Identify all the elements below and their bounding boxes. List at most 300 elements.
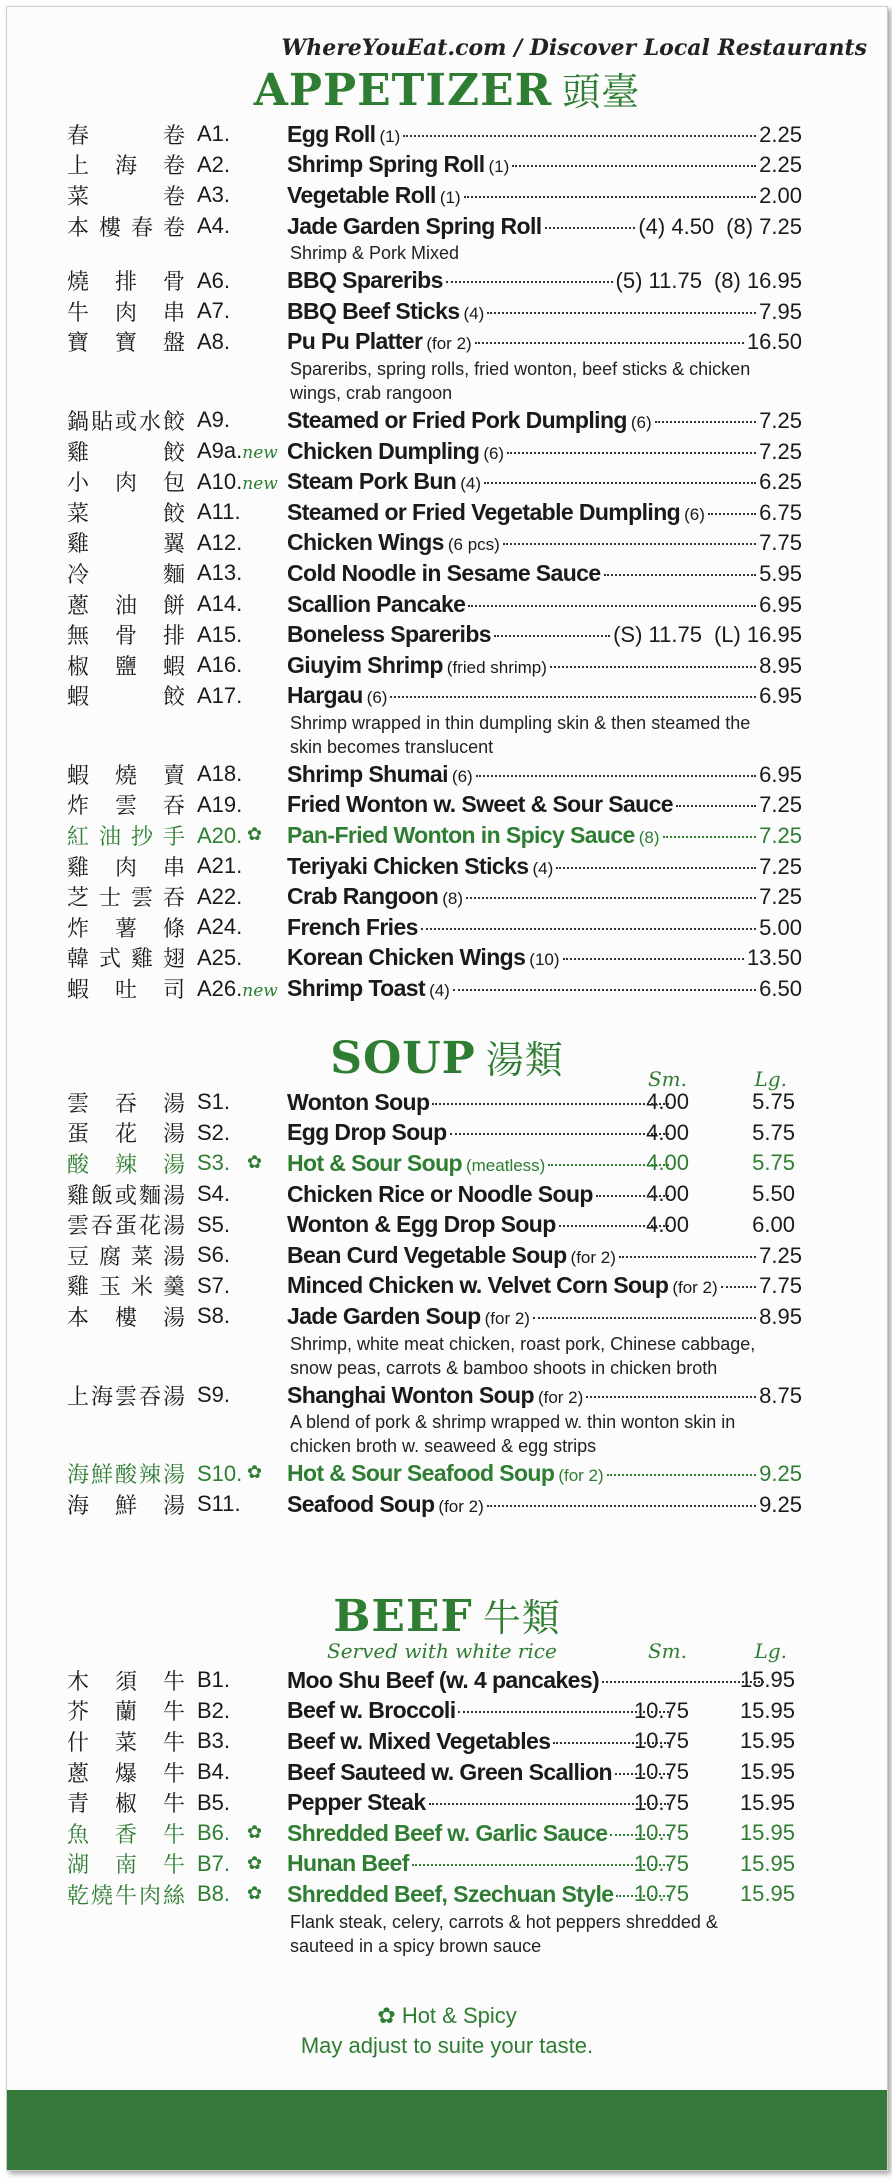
dot-leader (548, 1164, 669, 1166)
item-price: 7.25 (759, 884, 802, 910)
item-chinese-name: 椒鹽蝦 (67, 654, 185, 680)
item-code (197, 976, 278, 1002)
item-code (197, 182, 230, 208)
item-qty: (6 pcs) (447, 535, 500, 555)
item-code-text: S9. (197, 1382, 231, 1408)
item-line (287, 1303, 802, 1330)
menu-item-row[interactable] (7, 211, 887, 242)
menu-item-row[interactable] (7, 1787, 887, 1818)
item-code-text: S4. (197, 1181, 231, 1207)
item-price: 7.25 (759, 853, 802, 879)
item-price: 13.50 (746, 945, 802, 971)
item-name: Beef w. Mixed Vegetables (287, 1727, 551, 1754)
item-price: 6.95 (759, 591, 802, 617)
item-code-text: B8. (197, 1881, 231, 1907)
item-qty: (for 2) (570, 1247, 616, 1267)
item-line (287, 407, 802, 434)
beef-column-header (7, 1639, 887, 1665)
dot-leader (432, 1103, 669, 1105)
item-code (197, 329, 230, 355)
item-price: 7.25 (759, 1242, 802, 1268)
dot-leader (403, 135, 756, 137)
bottom-green-bar (7, 2090, 887, 2170)
dot-leader (458, 1711, 669, 1713)
menu-item-row[interactable] (7, 466, 887, 497)
item-chinese-name: 木須牛 (67, 1669, 185, 1695)
item-name: Egg Drop Soup (287, 1119, 447, 1146)
item-chinese-name: 蝦吐司 (67, 978, 185, 1004)
soup-section (7, 1033, 887, 1520)
menu-item-row[interactable] (7, 296, 887, 327)
item-code (197, 1150, 230, 1176)
item-code (197, 792, 242, 818)
item-price-small: 10.75 (633, 1850, 689, 1876)
item-code (197, 1667, 230, 1693)
item-qty: (8) (638, 828, 660, 848)
dot-leader (586, 1396, 756, 1398)
item-name: Wonton & Egg Drop Soup (287, 1211, 556, 1238)
item-price: 5.95 (759, 560, 802, 586)
item-name: Korean Chicken Wings (287, 944, 526, 971)
item-line (287, 621, 802, 648)
item-price-large: 15.95 (739, 1881, 795, 1907)
item-line (287, 1789, 672, 1816)
soup-sm-label: Sm. (647, 1067, 687, 1091)
menu-item-row[interactable] (7, 912, 887, 943)
item-name: Seafood Soup (287, 1490, 435, 1517)
item-code (197, 1491, 241, 1517)
menu-item-row[interactable] (7, 1818, 887, 1849)
item-price: 6.50 (759, 976, 802, 1002)
item-description: Shrimp wrapped in thin dumpling skin & then steamed the skin becomes translucent (290, 713, 751, 758)
dot-leader (503, 543, 756, 545)
new-badge: new (242, 473, 278, 494)
item-code-text: A26. (197, 975, 243, 1001)
menu-item-row[interactable] (7, 1696, 887, 1727)
item-code-text: A19. (197, 791, 243, 817)
item-line (287, 914, 802, 941)
item-name: Bean Curd Vegetable Soup (287, 1241, 567, 1268)
menu-item-row[interactable] (7, 180, 887, 211)
item-qty: (for 2) (672, 1278, 718, 1298)
item-chinese-name: 雞玉米羹 (67, 1275, 185, 1301)
item-name: Fried Wonton w. Sweet & Sour Sauce (287, 791, 673, 818)
menu-item-row[interactable] (7, 1726, 887, 1757)
dot-leader (615, 1773, 669, 1775)
item-chinese-name: 蝦燒賣 (67, 763, 185, 789)
item-code (197, 652, 242, 678)
dot-leader (512, 165, 756, 167)
item-chinese-name: 湖南牛 (67, 1853, 185, 1879)
item-code-text: A18. (197, 761, 243, 787)
chili-pepper-icon: ✿ (247, 824, 263, 845)
item-line (287, 1667, 767, 1694)
item-name: French Fries (287, 913, 418, 940)
menu-item-row[interactable] (7, 1087, 887, 1118)
item-code-text: A2. (197, 151, 231, 177)
item-qty: (1) (379, 126, 401, 146)
item-price-large: 5.75 (752, 1119, 795, 1145)
chili-pepper-icon: ✿ (247, 1852, 263, 1873)
menu-item-row[interactable] (7, 497, 887, 528)
spicy-legend-text: Hot & Spicy (401, 2003, 517, 2028)
item-code-text: S11. (197, 1491, 241, 1517)
item-name: Teriyaki Chicken Sticks (287, 852, 529, 879)
item-line (287, 1272, 802, 1299)
item-code-text: B5. (197, 1789, 231, 1815)
item-name: Chicken Wings (287, 529, 444, 556)
item-line (287, 1382, 802, 1409)
item-price: 6.95 (759, 761, 802, 787)
menu-item-row[interactable] (7, 881, 887, 912)
item-qty: (fried shrimp) (446, 657, 547, 677)
beef-title (7, 1591, 887, 1642)
item-code-text: A8. (197, 328, 231, 354)
item-code-text: A3. (197, 182, 231, 208)
item-line (287, 761, 802, 788)
item-qty: (8) (442, 889, 464, 909)
item-price: 7.75 (759, 1273, 802, 1299)
item-code-text: S3. (197, 1150, 231, 1176)
dot-leader (610, 1834, 669, 1836)
item-name: Beef w. Broccoli (287, 1697, 456, 1724)
item-code-text: A15. (197, 621, 243, 647)
item-code (197, 1759, 230, 1785)
item-name: Vegetable Roll (287, 181, 436, 208)
beef-lg-label: Lg. (754, 1639, 787, 1663)
item-name: Steam Pork Bun (287, 468, 457, 495)
menu-item-row[interactable] (7, 1240, 887, 1271)
item-chinese-name: 雞肉串 (67, 855, 185, 881)
item-line (287, 529, 802, 556)
item-line (287, 1211, 672, 1238)
item-description: Shrimp, white meat chicken, roast pork, Chinese cabbage, snow peas, carrots & bamboo shoots in chicken broth (290, 1333, 756, 1378)
item-price-large: 15.95 (739, 1850, 795, 1876)
dot-leader (559, 1225, 669, 1227)
item-price-large: 5.75 (752, 1150, 795, 1176)
item-code (197, 1851, 230, 1877)
dot-leader (390, 696, 756, 698)
item-name: Hunan Beef (287, 1850, 409, 1877)
item-code-text: A9. (197, 407, 231, 433)
item-qty: (for 2) (537, 1387, 584, 1407)
item-code-text: A7. (197, 298, 231, 324)
dot-leader (616, 1895, 669, 1897)
item-price: (5) 11.75 (615, 268, 702, 294)
dot-leader (507, 452, 756, 454)
chili-pepper-icon: ✿ (247, 1462, 263, 1483)
item-price-small: 10.75 (633, 1789, 689, 1815)
item-price: 2.00 (759, 182, 802, 208)
item-code-text: B2. (197, 1697, 231, 1723)
item-line (287, 791, 802, 818)
item-code-text: S6. (197, 1242, 231, 1268)
soup-title-en: SOUP (330, 1033, 476, 1084)
item-code (197, 1181, 230, 1207)
item-name: Shredded Beef w. Garlic Sauce (287, 1819, 608, 1846)
dot-leader (556, 867, 756, 869)
item-line (287, 121, 802, 148)
adjust-note: May adjust to suite your taste. (300, 2033, 594, 2058)
menu-page (6, 6, 888, 2171)
item-line (287, 652, 802, 679)
item-chinese-name: 寶寶盤 (67, 331, 185, 357)
item-chinese-name: 牛肉串 (67, 300, 185, 326)
item-code-text: A13. (197, 560, 243, 586)
item-code (197, 438, 278, 464)
item-code-text: A16. (197, 652, 243, 678)
item-line (287, 151, 802, 178)
item-code (197, 945, 242, 971)
menu-item-row[interactable] (7, 790, 887, 821)
item-code (197, 1120, 230, 1146)
dot-leader (494, 635, 610, 637)
item-qty: (6) (684, 504, 705, 524)
item-line (287, 499, 802, 526)
item-code-text: B4. (197, 1759, 231, 1785)
menu-item-row[interactable] (7, 327, 887, 358)
menu-item-row[interactable] (7, 405, 887, 436)
item-chinese-name: 炸薯條 (67, 916, 185, 942)
item-name: Shredded Beef, Szechuan Style (287, 1880, 614, 1907)
menu-item-row[interactable] (7, 943, 887, 974)
item-line (287, 1150, 672, 1177)
spicy-legend (7, 2001, 887, 2031)
item-chinese-name: 菜餃 (67, 501, 185, 527)
item-code (197, 622, 242, 648)
dot-leader (464, 196, 757, 198)
item-price-large: 6.00 (752, 1211, 795, 1237)
item-chinese-name: 雲吞蛋花湯 (67, 1214, 185, 1240)
item-price: 7.25 (759, 438, 802, 464)
item-price-small: 10.75 (633, 1820, 689, 1846)
menu-item-row[interactable] (7, 1148, 887, 1179)
menu-item-row[interactable] (7, 589, 887, 620)
item-code-text: A20. (197, 822, 243, 848)
item-line (287, 1089, 672, 1116)
menu-item-row[interactable] (7, 1380, 887, 1411)
item-price-small: 4.00 (646, 1089, 689, 1115)
item-price: 7.95 (759, 298, 802, 324)
menu-item-row[interactable] (7, 619, 887, 650)
item-code-text: A10. (197, 468, 243, 494)
item-name: Beef Sauteed w. Green Scallion (287, 1758, 612, 1785)
menu-item-row[interactable] (7, 759, 887, 790)
item-code (197, 1881, 230, 1907)
menu-item-row[interactable] (7, 1879, 887, 1910)
dot-leader (676, 805, 756, 807)
item-price: 5.00 (759, 914, 802, 940)
menu-item-row[interactable] (7, 150, 887, 181)
menu-item-row[interactable] (7, 1179, 887, 1210)
item-line (287, 213, 802, 240)
menu-item-row[interactable] (7, 1849, 887, 1880)
item-code (197, 591, 242, 617)
item-price-large: 15.95 (739, 1789, 795, 1815)
item-name: Shrimp Shumai (287, 760, 448, 787)
item-name: Hargau (287, 682, 363, 709)
item-chinese-name: 無骨排 (67, 624, 185, 650)
menu-item-row[interactable] (7, 820, 887, 851)
item-code-text: S1. (197, 1089, 231, 1115)
item-code (197, 1461, 242, 1487)
dot-leader (487, 312, 756, 314)
item-chinese-name: 菜卷 (67, 184, 185, 210)
item-line (287, 1850, 672, 1877)
item-line (287, 438, 802, 465)
menu-item-row[interactable] (7, 119, 887, 150)
item-price: (4) 4.50 (638, 213, 715, 239)
item-chinese-name: 春卷 (67, 123, 185, 149)
beef-list (7, 1665, 887, 1958)
appetizer-list (7, 119, 887, 1004)
menu-item-row[interactable] (7, 1458, 887, 1489)
menu-item-row[interactable] (7, 1271, 887, 1302)
menu-item-row[interactable] (7, 681, 887, 712)
item-chinese-name: 芝士雲吞 (67, 886, 185, 912)
item-name: Shanghai Wonton Soup (287, 1381, 534, 1408)
item-line (287, 560, 802, 587)
menu-item-row[interactable] (7, 1489, 887, 1520)
item-chinese-name: 本樓湯 (67, 1305, 185, 1331)
item-price: 9.25 (759, 1461, 802, 1487)
item-price: (S) 11.75 (613, 622, 702, 648)
item-line (287, 1242, 802, 1269)
item-code-text: A6. (197, 267, 231, 293)
appetizer-section (7, 61, 887, 1004)
item-chinese-name: 蛋花湯 (67, 1122, 185, 1148)
menu-item-row[interactable] (7, 558, 887, 589)
item-code (197, 469, 278, 495)
item-name: Jade Garden Spring Roll (287, 212, 542, 239)
item-name: Pepper Steak (287, 1789, 426, 1816)
item-line (287, 1759, 672, 1786)
item-code-text: B1. (197, 1667, 231, 1693)
item-code (197, 499, 241, 525)
item-price: 2.25 (759, 152, 802, 178)
item-price: 7.25 (759, 407, 802, 433)
menu-item-row[interactable] (7, 1757, 887, 1788)
dot-leader (533, 1317, 756, 1319)
item-code (197, 152, 230, 178)
item-chinese-name: 鍋貼或水餃 (67, 409, 185, 435)
item-code-text: A25. (197, 944, 243, 970)
soup-lg-label: Lg. (754, 1067, 787, 1091)
item-line (287, 1728, 672, 1755)
item-code (197, 213, 230, 239)
item-code-text: S5. (197, 1211, 231, 1237)
item-code (197, 530, 242, 556)
beef-section (7, 1591, 887, 1958)
menu-item-row[interactable] (7, 436, 887, 467)
item-qty: (6) (630, 412, 652, 432)
item-chinese-name: 蝦餃 (67, 685, 185, 711)
item-price-small: 4.00 (646, 1150, 689, 1176)
item-name: Scallion Pancake (287, 590, 466, 617)
chili-pepper-icon: ✿ (247, 1821, 263, 1842)
item-qty: (1) (439, 187, 461, 207)
item-chinese-name: 炸雲吞 (67, 794, 185, 820)
dot-leader (655, 421, 757, 423)
soup-list (7, 1087, 887, 1520)
item-name: BBQ Beef Sticks (287, 297, 460, 324)
item-name: Cold Noodle in Sesame Sauce (287, 559, 601, 586)
item-price-large: 5.75 (752, 1089, 795, 1115)
item-qty: (4) (460, 474, 482, 494)
item-code (197, 1242, 230, 1268)
item-code (197, 884, 242, 910)
item-code (197, 1273, 230, 1299)
item-code (197, 1728, 230, 1754)
menu-item-row[interactable] (7, 1665, 887, 1696)
item-chinese-name: 乾燒牛肉絲 (67, 1883, 185, 1909)
item-name: Moo Shu Beef (w. 4 pancakes) (287, 1666, 600, 1693)
item-chinese-name: 上海雲吞湯 (67, 1384, 185, 1410)
item-name: Giuyim Shrimp (287, 651, 443, 678)
item-price-large: 15.95 (739, 1820, 795, 1846)
item-name: Shrimp Spring Roll (287, 151, 485, 178)
item-chinese-name: 海鮮湯 (67, 1493, 185, 1519)
item-code (197, 1212, 230, 1238)
dot-leader (476, 775, 756, 777)
item-chinese-name: 豆腐菜湯 (67, 1244, 185, 1270)
dot-leader (453, 989, 756, 991)
menu-item-row[interactable] (7, 265, 887, 296)
item-code-text: A1. (197, 121, 231, 147)
item-price-large: 15.95 (739, 1697, 795, 1723)
item-chinese-name: 紅油抄手 (67, 825, 185, 851)
dot-leader (475, 342, 744, 344)
item-chinese-name: 燒排骨 (67, 270, 185, 296)
item-code-text: A14. (197, 591, 243, 617)
menu-item-row[interactable] (7, 1301, 887, 1332)
item-price-large: 5.50 (752, 1181, 795, 1207)
item-qty: (for 2) (484, 1308, 530, 1328)
item-line (287, 1181, 672, 1208)
item-code-text: A4. (197, 213, 231, 239)
item-name: Boneless Spareribs (287, 621, 491, 648)
menu-item-row[interactable] (7, 1209, 887, 1240)
item-line (287, 1491, 802, 1518)
item-price-small: 10.75 (633, 1881, 689, 1907)
item-chinese-name: 雞餃 (67, 440, 185, 466)
menu-item-row[interactable] (7, 650, 887, 681)
item-code-text: B3. (197, 1728, 231, 1754)
soup-column-header (7, 1067, 887, 1091)
menu-item-row[interactable] (7, 851, 887, 882)
menu-item-row[interactable] (7, 528, 887, 559)
item-name: Chicken Rice or Noodle Soup (287, 1180, 593, 1207)
dot-leader (412, 1864, 669, 1866)
item-line (287, 267, 802, 294)
item-chinese-name: 青椒牛 (67, 1792, 185, 1818)
dot-leader (466, 897, 756, 899)
item-code (197, 1382, 230, 1408)
item-code-text: B6. (197, 1820, 231, 1846)
item-qty: (for 2) (426, 334, 472, 354)
menu-item-row[interactable] (7, 973, 887, 1004)
dot-leader (450, 1133, 669, 1135)
item-name: Shrimp Toast (287, 975, 426, 1002)
item-chinese-name: 蔥爆牛 (67, 1761, 185, 1787)
dot-leader (553, 1742, 669, 1744)
item-price: 8.75 (759, 1382, 802, 1408)
menu-item-row[interactable] (7, 1118, 887, 1149)
item-code (197, 560, 242, 586)
item-line (287, 182, 802, 209)
item-chinese-name: 什菜牛 (67, 1730, 185, 1756)
item-price: 9.25 (759, 1491, 802, 1517)
